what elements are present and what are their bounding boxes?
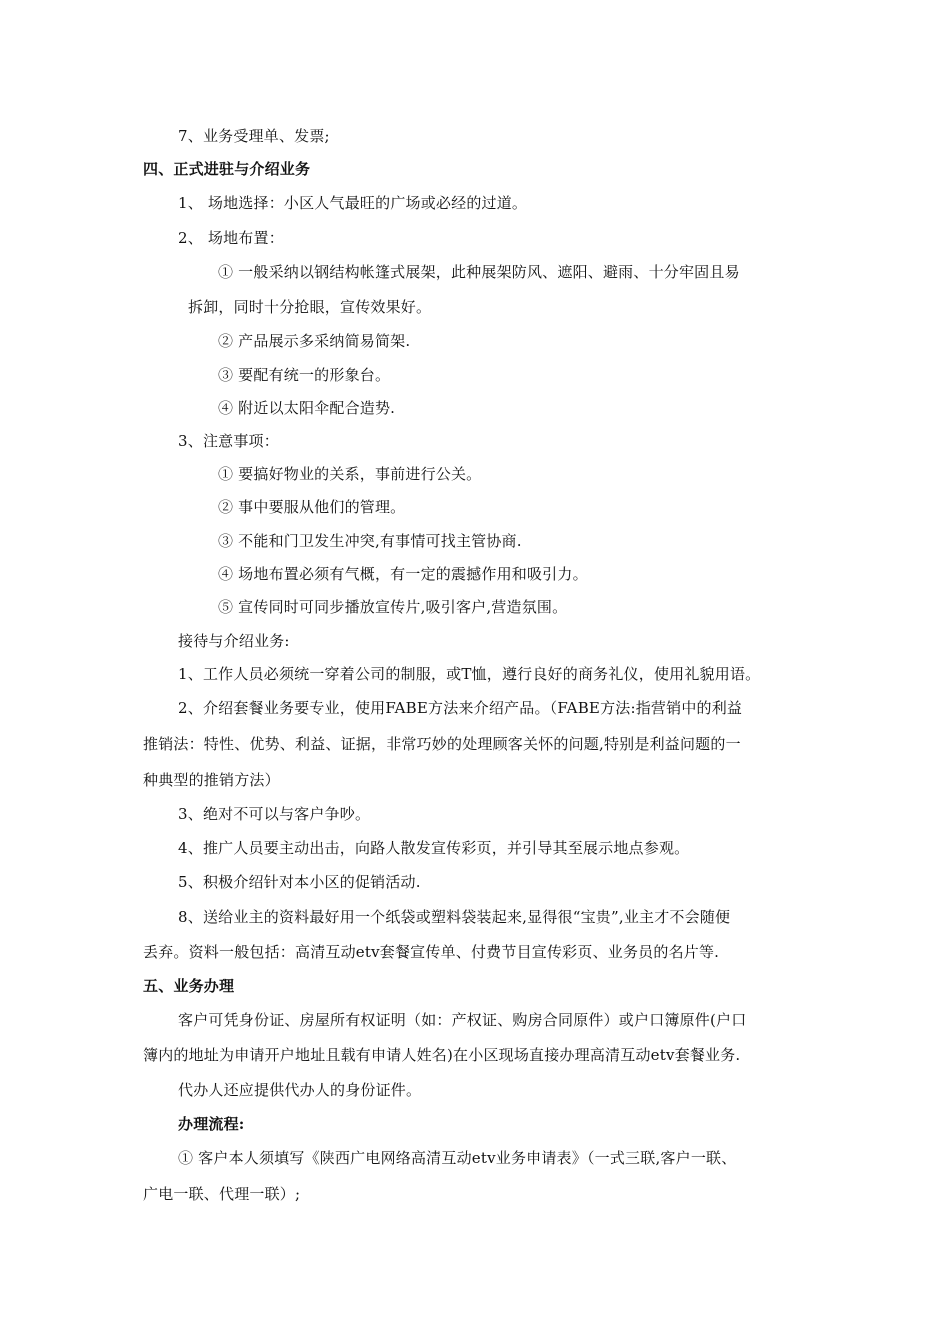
list-item: ④ 附近以太阳伞配合造势. (218, 399, 396, 417)
paragraph-continuation: 推销法：特性、优势、利益、证据，非常巧妙的处理顾客关怀的问题,特别是利益问题的一 (143, 735, 741, 753)
list-item: 3、绝对不可以与客户争吵。 (178, 805, 371, 823)
list-item: ⑤ 宣传同时可同步播放宣传片,吸引客户,营造氛围。 (218, 598, 568, 616)
paragraph-continuation: 种典型的推销方法） (143, 771, 280, 789)
section-heading: 五、业务办理 (143, 977, 235, 995)
subheading: 办理流程: (178, 1115, 245, 1133)
section-heading: 四、正式进驻与介绍业务 (143, 160, 311, 178)
paragraph-continuation: 广电一联、代理一联）; (143, 1185, 301, 1203)
list-item: ② 事中要服从他们的管理。 (218, 498, 406, 516)
list-item: 8、送给业主的资料最好用一个纸袋或塑料袋装起来,显得很“宝贵”,业主才不会随便 (178, 908, 731, 926)
list-item: 3、注意事项： (178, 432, 279, 450)
list-item: 1、 场地选择：小区人气最旺的广场或必经的过道。 (178, 194, 528, 212)
list-item: 4、推广人员要主动出击，向路人散发宣传彩页，并引导其至展示地点参观。 (178, 839, 690, 857)
list-item: ① 一般采纳以钢结构帐篷式展架，此种展架防风、遮阳、避雨、十分牢固且易 (218, 263, 740, 281)
list-item: ① 要搞好物业的关系，事前进行公关。 (218, 465, 482, 483)
list-item: ① 客户本人须填写《陕西广电网络高清互动etv业务申请表》（一式三联,客户一联、 (178, 1149, 737, 1167)
paragraph: 代办人还应提供代办人的身份证件。 (178, 1081, 422, 1099)
list-item: ③ 不能和门卫发生冲突,有事情可找主管协商. (218, 532, 522, 550)
list-item: ③ 要配有统一的形象台。 (218, 366, 391, 384)
paragraph-continuation: 簿内的地址为申请开户地址且载有申请人姓名)在小区现场直接办理高清互动etv套餐业务. (143, 1046, 741, 1064)
subheading: 接待与介绍业务: (178, 632, 290, 650)
list-item: 7、业务受理单、发票; (178, 127, 330, 145)
list-item: 2、 场地布置： (178, 229, 284, 247)
paragraph-continuation: 丢弃。资料一般包括：高清互动etv套餐宣传单、付费节目宣传彩页、业务员的名片等. (143, 943, 720, 961)
list-item: ② 产品展示多采纳简易简架. (218, 332, 411, 350)
list-item: ④ 场地布置必须有气概，有一定的震撼作用和吸引力。 (218, 565, 588, 583)
paragraph: 客户可凭身份证、房屋所有权证明（如：产权证、购房合同原件）或户口簿原件(户口 (178, 1011, 747, 1029)
list-item: 2、介绍套餐业务要专业，使用FABE方法来介绍产品。（FABE方法:指营销中的利益 (178, 699, 743, 717)
paragraph-continuation: 拆卸，同时十分抢眼，宣传效果好。 (188, 298, 432, 316)
list-item: 1、工作人员必须统一穿着公司的制服，或T恤，遵行良好的商务礼仪，使用礼貌用语。 (178, 665, 761, 683)
list-item: 5、积极介绍针对本小区的促销活动. (178, 873, 421, 891)
